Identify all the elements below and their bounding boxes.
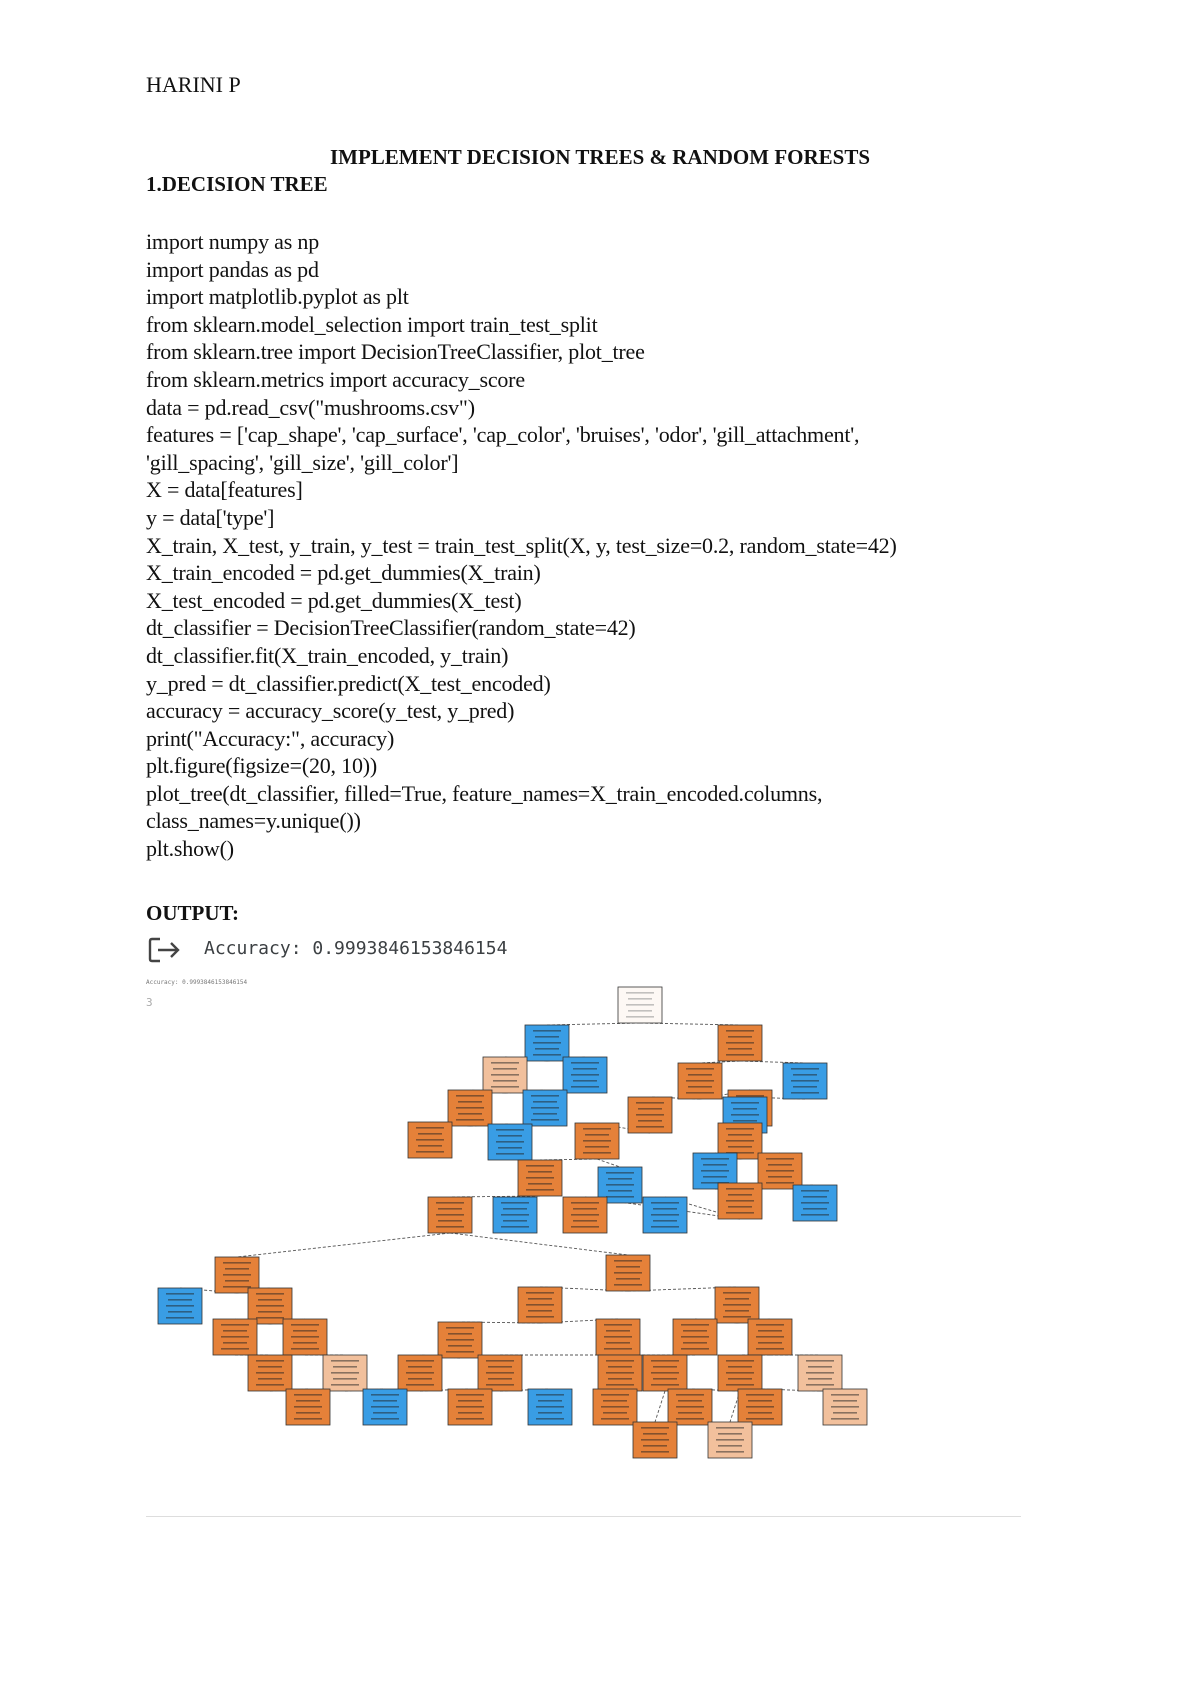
tree-node bbox=[738, 1389, 782, 1425]
tree-node bbox=[438, 1322, 482, 1358]
section-heading: 1.DECISION TREE bbox=[146, 172, 328, 196]
tree-node bbox=[618, 987, 662, 1023]
tree-node bbox=[213, 1319, 257, 1355]
tree-node bbox=[678, 1063, 722, 1099]
code-line: X_train_encoded = pd.get_dummies(X_train) bbox=[146, 560, 541, 586]
tree-node bbox=[483, 1057, 527, 1093]
tree-node bbox=[783, 1063, 827, 1099]
tree-node bbox=[673, 1319, 717, 1355]
tree-node bbox=[518, 1160, 562, 1196]
tree-node bbox=[448, 1389, 492, 1425]
tree-node bbox=[525, 1025, 569, 1061]
output-arrow-icon bbox=[148, 936, 182, 964]
code-line: import pandas as pd bbox=[146, 256, 319, 282]
tree-node bbox=[575, 1123, 619, 1159]
tree-node bbox=[248, 1288, 292, 1324]
tree-node bbox=[528, 1389, 572, 1425]
code-line: from sklearn.tree import DecisionTreeClassifier, plot_tree bbox=[146, 339, 645, 365]
tree-node bbox=[398, 1355, 442, 1391]
tree-node bbox=[248, 1355, 292, 1391]
author-name: HARINI P bbox=[146, 72, 241, 97]
tree-node bbox=[448, 1090, 492, 1126]
tree-node bbox=[718, 1183, 762, 1219]
tree-node bbox=[286, 1389, 330, 1425]
code-line: dt_classifier.fit(X_train_encoded, y_train) bbox=[146, 642, 509, 668]
tree-edge bbox=[597, 1159, 620, 1167]
tree-node bbox=[643, 1197, 687, 1233]
code-line: features = ['cap_shape', 'cap_surface', 'cap_color', 'bruises', 'odor', 'gill_attachment', bbox=[146, 422, 860, 448]
code-line: plt.show() bbox=[146, 836, 234, 862]
tree-node bbox=[633, 1422, 677, 1458]
tree-node bbox=[215, 1257, 259, 1293]
code-line: print("Accuracy:", accuracy) bbox=[146, 725, 395, 751]
tree-node bbox=[798, 1355, 842, 1391]
code-line: X_test_encoded = pd.get_dummies(X_test) bbox=[146, 587, 522, 613]
tree-node bbox=[323, 1355, 367, 1391]
cell-index: 3 bbox=[146, 996, 153, 1009]
code-line: y_pred = dt_classifier.predict(X_test_encoded) bbox=[146, 670, 551, 696]
output-divider bbox=[146, 1516, 1021, 1517]
tree-node bbox=[748, 1319, 792, 1355]
tree-node bbox=[628, 1097, 672, 1133]
tree-edge bbox=[237, 1233, 450, 1257]
code-line: class_names=y.unique()) bbox=[146, 808, 361, 834]
code-line: data = pd.read_csv("mushrooms.csv") bbox=[146, 394, 475, 420]
code-line: accuracy = accuracy_score(y_test, y_pred) bbox=[146, 698, 515, 724]
code-line: plot_tree(dt_classifier, filled=True, feature_names=X_train_encoded.columns, bbox=[146, 780, 823, 806]
tree-node bbox=[363, 1389, 407, 1425]
tree-node bbox=[823, 1389, 867, 1425]
tree-node bbox=[598, 1355, 642, 1391]
tree-node bbox=[563, 1197, 607, 1233]
code-block bbox=[146, 228, 897, 863]
code-line: import matplotlib.pyplot as plt bbox=[146, 284, 409, 310]
code-line: dt_classifier = DecisionTreeClassifier(random_state=42) bbox=[146, 615, 636, 641]
code-line: X_train, X_test, y_train, y_test = train_test_split(X, y, test_size=0.2, random_state=42) bbox=[146, 532, 897, 558]
code-line: from sklearn.metrics import accuracy_score bbox=[146, 366, 525, 392]
tree-node bbox=[596, 1319, 640, 1355]
tree-edge bbox=[450, 1233, 628, 1255]
output-label: OUTPUT: bbox=[146, 901, 239, 925]
tree-node bbox=[478, 1355, 522, 1391]
tree-node bbox=[428, 1197, 472, 1233]
tiny-accuracy-output: Accuracy: 0.9993846153846154 bbox=[146, 979, 248, 986]
code-line: import numpy as np bbox=[146, 229, 320, 254]
tree-node bbox=[518, 1287, 562, 1323]
code-line: from sklearn.model_selection import train_test_split bbox=[146, 311, 598, 337]
tree-node bbox=[715, 1287, 759, 1323]
tree-node bbox=[563, 1057, 607, 1093]
tree-node bbox=[523, 1090, 567, 1126]
tree-node bbox=[158, 1288, 202, 1324]
tree-edge bbox=[655, 1391, 665, 1422]
tree-node bbox=[593, 1389, 637, 1425]
decision-tree-plot bbox=[140, 975, 1020, 1515]
tree-node bbox=[606, 1255, 650, 1291]
tree-node bbox=[283, 1319, 327, 1355]
tree-node bbox=[793, 1185, 837, 1221]
tree-node bbox=[718, 1025, 762, 1061]
tree-node bbox=[488, 1124, 532, 1160]
tree-node bbox=[718, 1355, 762, 1391]
tree-node bbox=[708, 1422, 752, 1458]
code-line: y = data['type'] bbox=[146, 504, 275, 530]
accuracy-output: Accuracy: 0.9993846153846154 bbox=[204, 938, 508, 959]
code-line: plt.figure(figsize=(20, 10)) bbox=[146, 753, 378, 779]
tree-node bbox=[668, 1389, 712, 1425]
code-line: X = data[features] bbox=[146, 477, 303, 503]
tree-node bbox=[643, 1355, 687, 1391]
code-line: 'gill_spacing', 'gill_size', 'gill_color'] bbox=[146, 449, 459, 475]
tree-node bbox=[493, 1197, 537, 1233]
tree-node bbox=[758, 1153, 802, 1189]
tree-node bbox=[408, 1122, 452, 1158]
page-title: IMPLEMENT DECISION TREES & RANDOM FORESTS bbox=[329, 145, 871, 169]
